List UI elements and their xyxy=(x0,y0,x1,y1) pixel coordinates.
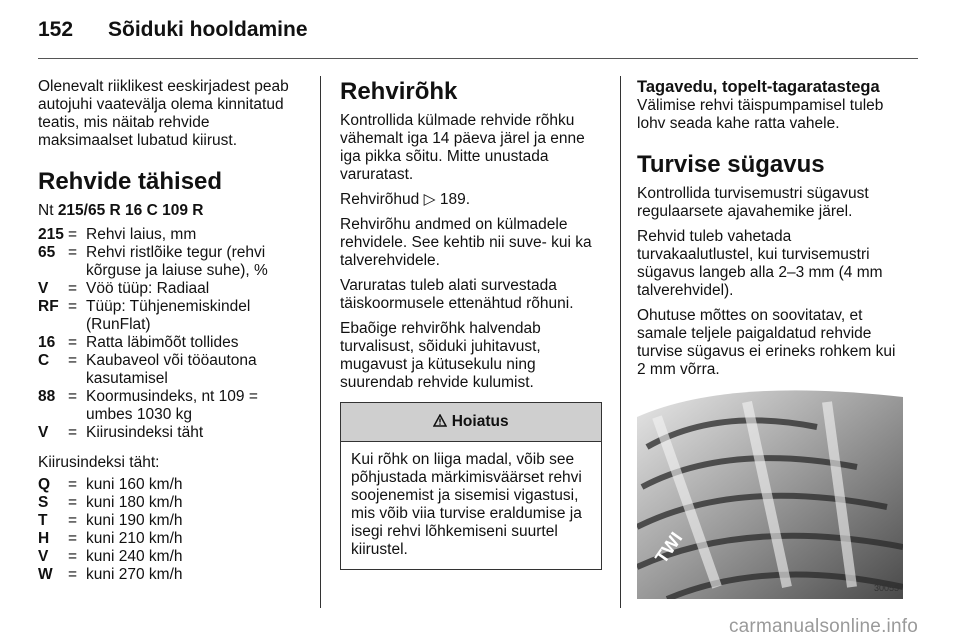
pressure-ref-text: Rehvirõhud xyxy=(340,191,420,208)
speed-index-key: S xyxy=(38,494,49,511)
speed-index-key: Q xyxy=(38,476,51,493)
image-number: 30055 xyxy=(873,583,899,593)
section-heading-tire-markings: Rehvide tähised xyxy=(38,168,223,195)
tire-code-definition-equals: = xyxy=(68,280,78,297)
tire-code-definition-value: Kaubaveol või tööautona kasutamisel xyxy=(86,352,257,387)
column-divider-2 xyxy=(620,76,621,608)
tire-code-definition-key: 215 xyxy=(38,226,64,243)
speed-index-equals: = xyxy=(68,512,78,529)
page-number: 152 xyxy=(38,18,74,41)
speed-index-list xyxy=(38,476,308,584)
speed-index-key: W xyxy=(38,566,53,583)
speed-index-equals: = xyxy=(68,530,78,547)
speed-index-equals: = xyxy=(68,548,78,565)
speed-index-row xyxy=(38,530,308,548)
speed-index-value: kuni 190 km/h xyxy=(86,512,183,529)
tire-code-definition-row xyxy=(38,334,308,352)
tire-code-definition-row xyxy=(38,424,308,442)
tire-code-definition-value: Tüüp: Tühjenemiskindel (RunFlat) xyxy=(86,298,251,333)
speed-index-value: kuni 240 km/h xyxy=(86,548,183,565)
speed-index-value: kuni 210 km/h xyxy=(86,530,183,547)
speed-index-row xyxy=(38,566,308,584)
tire-code-definition-row xyxy=(38,226,308,244)
tire-code-definition-equals: = xyxy=(68,226,78,243)
speed-index-key: T xyxy=(38,512,48,529)
intro-paragraph: Olenevalt riiklikest eeskirjadest peab autojuhi vaatevälja olema kinnitatud teatis, mis näitab rehvide maksimaalset lubatud kiirust. xyxy=(38,78,289,149)
tire-code-definition-row xyxy=(38,352,308,388)
pressure-paragraph-4: Varuratas tuleb alati survestada täiskoormusele ettenähtud rõhuni. xyxy=(340,277,574,312)
section-heading-dual-wheels: Tagavedu, topelt-tagaratastega xyxy=(637,78,880,96)
watermark: carmanualsonline.info xyxy=(728,616,918,637)
section-heading-tread-depth: Turvise sügavus xyxy=(637,151,825,178)
tire-code-definition-value: Rehvi laius, mm xyxy=(86,226,197,243)
tire-code-definition-equals: = xyxy=(68,298,78,315)
tire-code-definition-equals: = xyxy=(68,352,78,369)
tire-code-definition-key: 88 xyxy=(38,388,56,405)
dual-wheels-paragraph: Välimise rehvi täispumpamisel tuleb lohv seada kahe ratta vahele. xyxy=(637,97,884,132)
speed-index-key: H xyxy=(38,530,50,547)
page-ref-arrow-icon: ▷ xyxy=(423,191,436,208)
tire-code-definition-row xyxy=(38,298,308,334)
tire-code-definition-value: Vöö tüüp: Radiaal xyxy=(86,280,210,297)
example-prefix: Nt xyxy=(38,202,54,219)
pressure-paragraph-2 xyxy=(340,191,602,209)
speed-index-equals: = xyxy=(68,476,78,493)
speed-index-key: V xyxy=(38,548,49,565)
page-title: Sõiduki hooldamine xyxy=(108,18,308,41)
tire-code-definition-key: V xyxy=(38,424,49,441)
speed-index-row xyxy=(38,512,308,530)
speed-index-equals: = xyxy=(68,566,78,583)
tire-code-definition-value: Koormusindeks, nt 109 = umbes 1030 kg xyxy=(86,388,258,423)
tire-code-definition-row xyxy=(38,388,308,424)
example-line xyxy=(38,202,308,220)
twi-label: TWI xyxy=(651,528,687,567)
speed-index-row xyxy=(38,494,308,512)
header-rule xyxy=(38,58,918,59)
tire-code-definition-row xyxy=(38,280,308,298)
pressure-ref-link[interactable]: 189. xyxy=(439,191,470,208)
warning-box xyxy=(340,402,602,570)
tire-code-definition-value: Kiirusindeksi täht xyxy=(86,424,204,441)
tread-paragraph-3: Ohutuse mõttes on soovitatav, et samale teljele paigaldatud rehvide turvise sügavus ei erineks rohkem kui 2 mm võrra. xyxy=(637,307,896,378)
speed-index-value: kuni 160 km/h xyxy=(86,476,183,493)
speed-index-row xyxy=(38,548,308,566)
tire-code-definition-key: V xyxy=(38,280,49,297)
tire-code-definition-value: Rehvi ristlõike tegur (rehvi kõrguse ja laiuse suhe), % xyxy=(86,244,268,279)
column-divider-1 xyxy=(320,76,321,608)
column-3 xyxy=(637,78,902,599)
warning-text: Kui rõhk on liiga madal, võib see põhjustada märkimisväärset rehvi soojenemist ja sisemisi vigastusi, mis võib viia turvise eraldumise ja isegi rehvi lõhkemiseni suurtel kiirustel. xyxy=(351,451,582,558)
column-2 xyxy=(340,78,602,570)
tire-code-definition-equals: = xyxy=(68,244,78,261)
warning-triangle-icon xyxy=(433,413,451,430)
speed-index-value: kuni 270 km/h xyxy=(86,566,183,583)
speed-index-value: kuni 180 km/h xyxy=(86,494,183,511)
tire-code-definitions xyxy=(38,226,308,442)
tire-code-definition-key: C xyxy=(38,352,50,369)
speed-index-equals: = xyxy=(68,494,78,511)
tire-code-definition-row xyxy=(38,244,308,280)
tire-code-definition-key: 65 xyxy=(38,244,56,261)
pressure-paragraph-1: Kontrollida külmade rehvide rõhku vähemalt iga 14 päeva järel ja enne iga pikka sõitu. Mitte unustada varuratast. xyxy=(340,112,585,183)
example-code: 215/65 R 16 C 109 R xyxy=(57,202,204,219)
pressure-paragraph-5: Ebaõige rehvirõhk halvendab turvalisust, sõiduki juhitavust, mugavust ja kütusekulu ning suurendab rehvide kulumist. xyxy=(340,320,541,391)
speed-index-row xyxy=(38,476,308,494)
tire-code-definition-value: Ratta läbimõõt tollides xyxy=(86,334,239,351)
warning-header xyxy=(341,403,601,442)
tire-code-definition-equals: = xyxy=(68,334,78,351)
pressure-paragraph-3: Rehvirõhu andmed on külmadele rehvidele. See kehtib nii suve- kui ka talverehvidele. xyxy=(340,216,592,269)
tread-paragraph-2: Rehvid tuleb vahetada turvakaalutlustel, kui turvisemustri sügavus langeb alla 2–3 mm (4 mm talverehvidel). xyxy=(637,228,883,299)
tire-code-definition-key: 16 xyxy=(38,334,56,351)
tire-code-definition-key: RF xyxy=(38,298,59,315)
tire-code-definition-equals: = xyxy=(68,388,78,405)
section-heading-tire-pressure: Rehvirõhk xyxy=(340,78,458,105)
tire-code-definition-equals: = xyxy=(68,424,78,441)
tread-wear-indicator-image xyxy=(637,387,903,599)
tread-paragraph-1: Kontrollida turvisemustri sügavust regulaarsete ajavahemike järel. xyxy=(637,185,869,220)
warning-title: Hoiatus xyxy=(451,413,509,430)
speed-index-intro: Kiirusindeksi täht: xyxy=(38,454,160,471)
page-header xyxy=(38,18,308,48)
column-1 xyxy=(38,78,308,584)
